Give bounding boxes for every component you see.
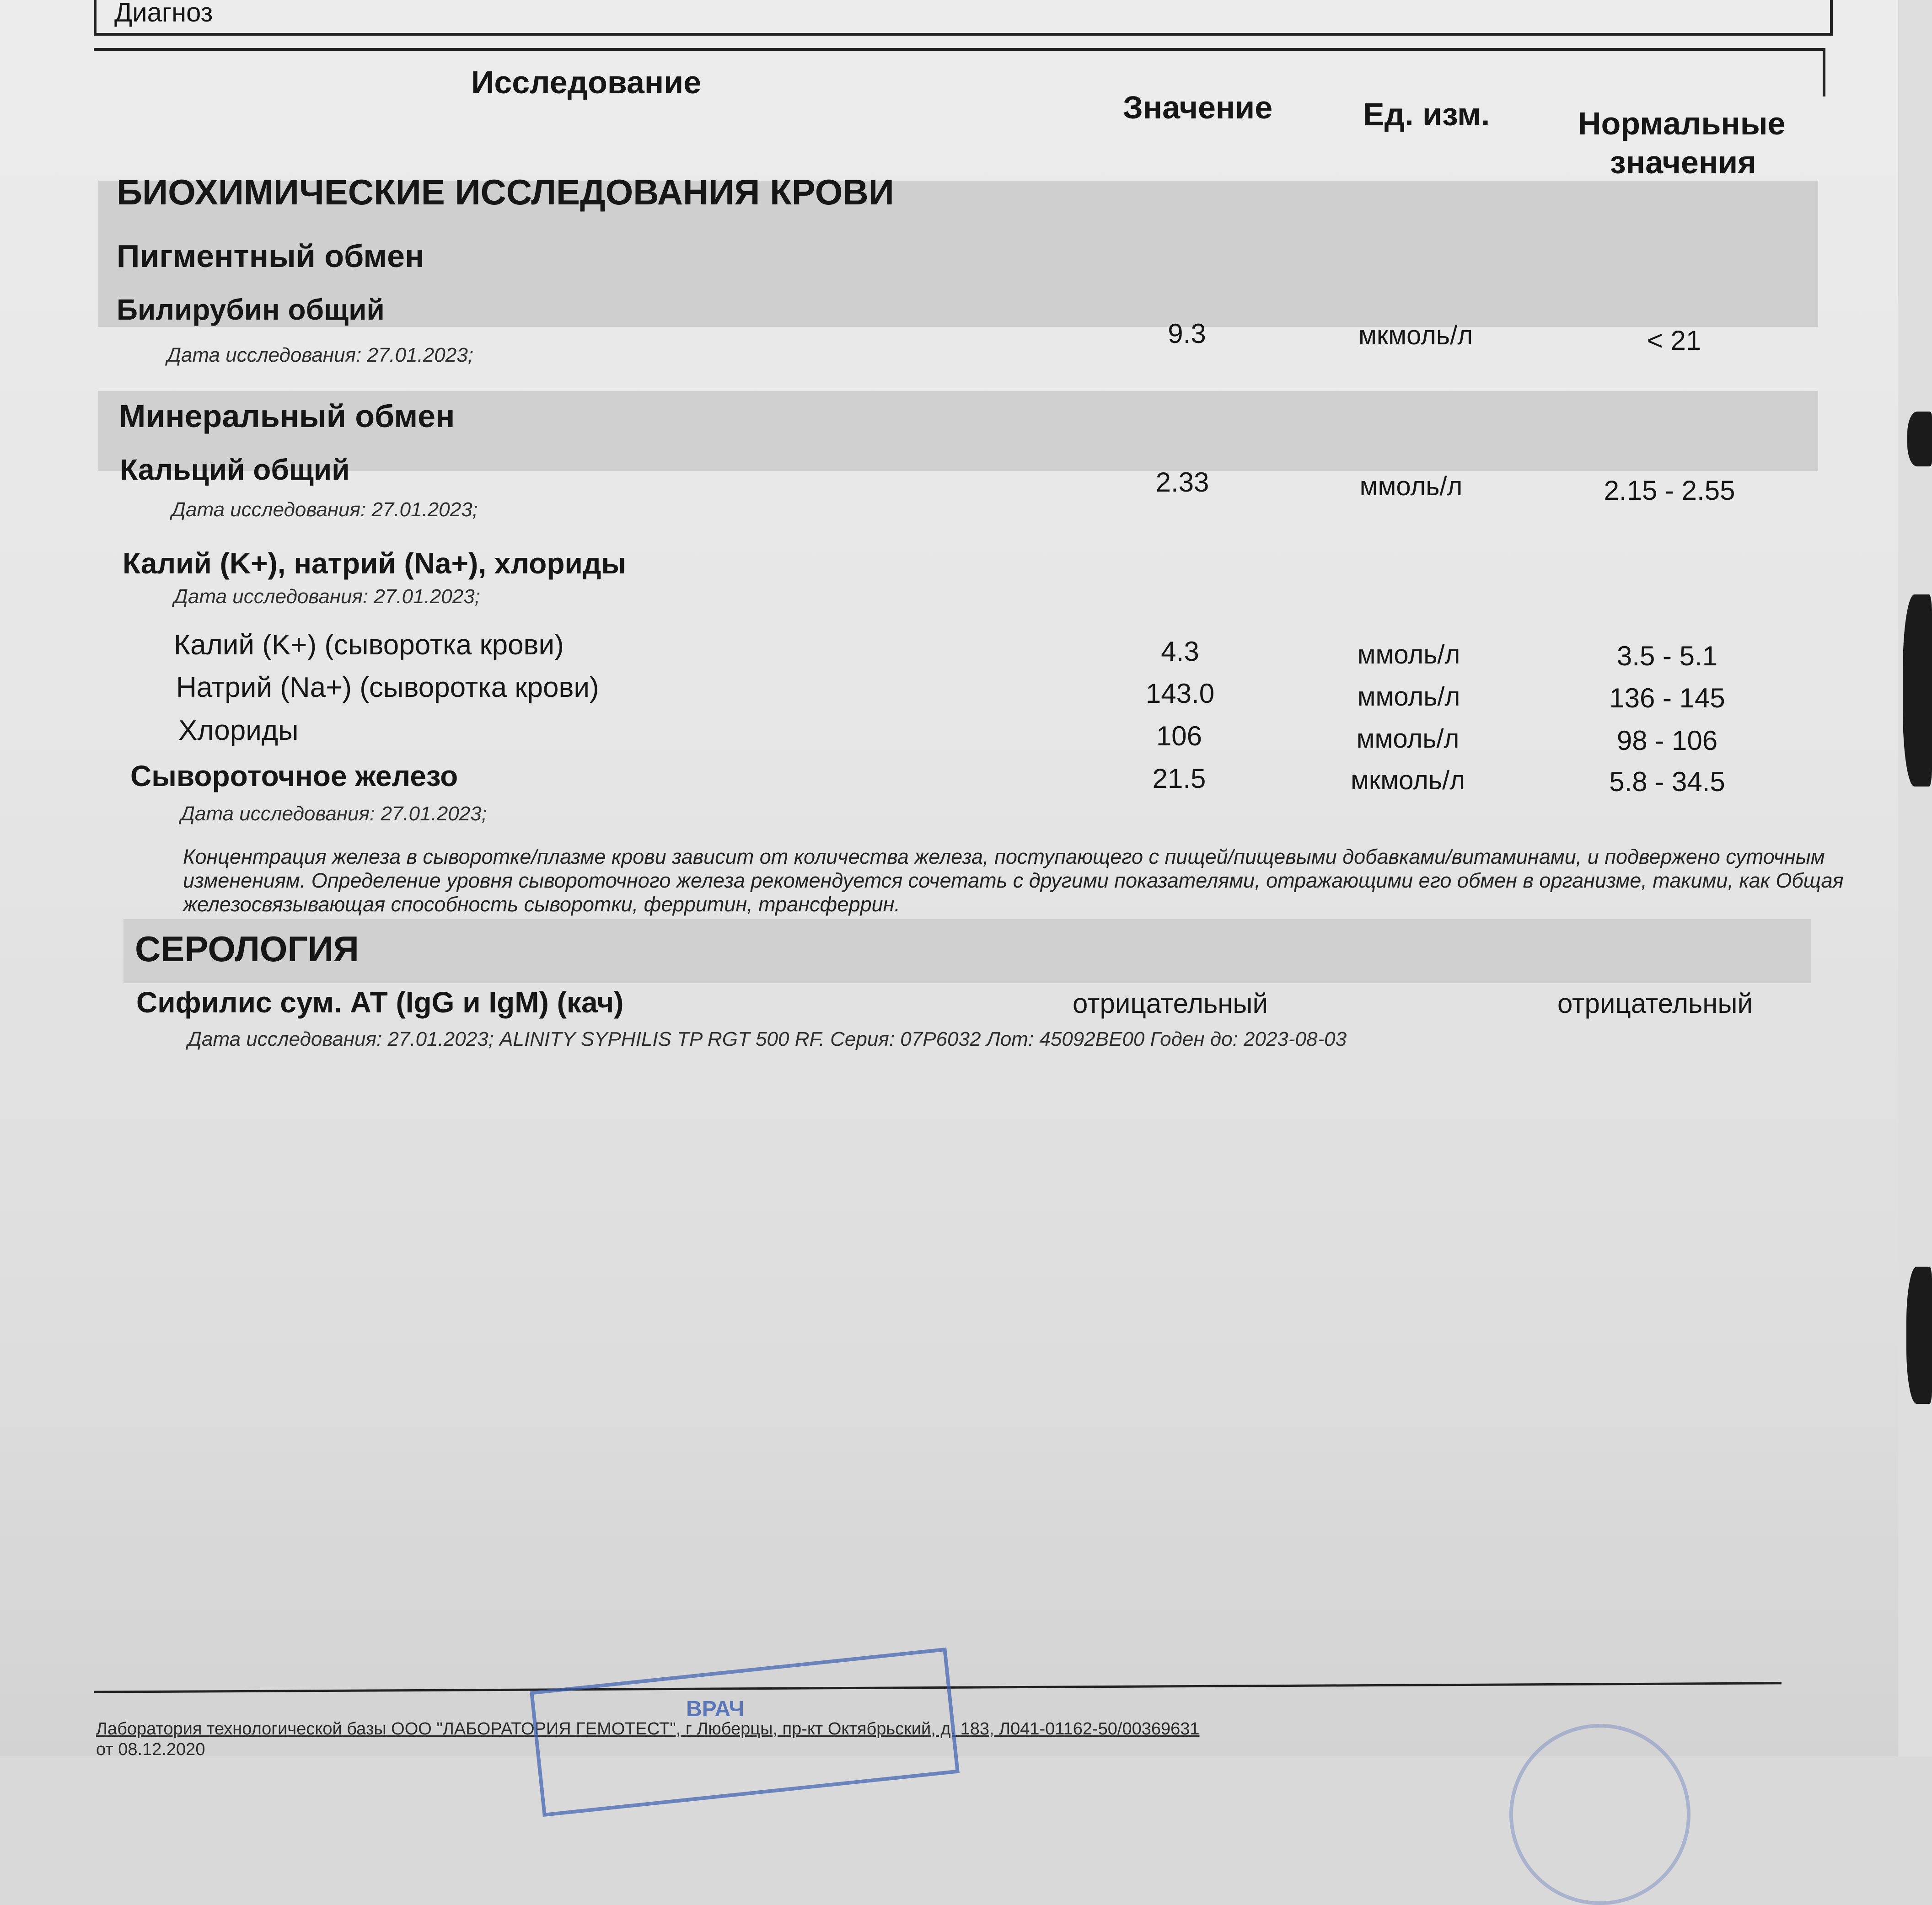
- iron-unit: мкмоль/л: [1350, 765, 1465, 795]
- potassium-name: Калий (K+) (сыворотка крови): [174, 629, 564, 661]
- iron-name: Сывороточное железо: [130, 760, 458, 792]
- iron-value: 21.5: [1152, 763, 1206, 794]
- column-unit: Ед. изм.: [1363, 96, 1490, 132]
- diagnosis-box: [94, 0, 1833, 36]
- syphilis-date: Дата исследования: 27.01.2023; ALINITY SYPHILIS TP RGT 500 RF. Серия: 07P6032 Лот: 45092BE00 Годен до: 2023-08-03: [188, 1028, 1347, 1050]
- potassium-unit: ммоль/л: [1357, 640, 1460, 669]
- potassium-value: 4.3: [1161, 636, 1199, 667]
- chlorides-ref: 98 - 106: [1616, 725, 1718, 756]
- sodium-name: Натрий (Na+) (сыворотка крови): [176, 672, 599, 703]
- bilirubin-unit: мкмоль/л: [1358, 321, 1473, 350]
- electrolytes-date: Дата исследования: 27.01.2023;: [174, 585, 480, 608]
- column-normal-line1: Нормальные: [1578, 106, 1786, 141]
- iron-ref: 5.8 - 34.5: [1609, 766, 1725, 797]
- band-serology: [123, 919, 1811, 983]
- chlorides-name: Хлориды: [178, 715, 299, 746]
- sodium-ref: 136 - 145: [1609, 683, 1725, 713]
- calcium-name: Кальций общий: [120, 453, 350, 486]
- diagnosis-label: Диагноз: [114, 0, 213, 27]
- sodium-value: 143.0: [1145, 678, 1215, 709]
- electrolytes-name: Калий (K+), натрий (Na+), хлориды: [123, 547, 627, 580]
- iron-date: Дата исследования: 27.01.2023;: [181, 803, 487, 825]
- stamp-text: ВРАЧ: [686, 1697, 745, 1721]
- column-normal-line2: значения: [1610, 144, 1756, 180]
- calcium-ref: 2.15 - 2.55: [1604, 475, 1735, 506]
- chlorides-value: 106: [1156, 721, 1202, 751]
- sodium-unit: ммоль/л: [1357, 682, 1460, 712]
- bilirubin-date: Дата исследования: 27.01.2023;: [167, 344, 473, 366]
- syphilis-value: отрицательный: [1073, 988, 1268, 1019]
- group-mineral-title: Минеральный обмен: [119, 398, 455, 434]
- lab-round-stamp: [1509, 1724, 1690, 1905]
- iron-note: Концентрация железа в сыворотке/плазме крови зависит от количества железа, поступающего с пищей/пищевыми добавками/витаминами, и подвержено суточным изменениям. Определение уровня сывороточного железа рекомендуется сочетать с другими показателями, отражающими его обмен в организме, такими, как Общая железосвязывающая способность сыворотки, ферритин, трансферрин.: [183, 845, 1844, 916]
- column-study: Исследование: [471, 64, 702, 100]
- syphilis-name: Сифилис сум. АТ (IgG и IgM) (кач): [136, 986, 624, 1019]
- group-pigment-title: Пигментный обмен: [117, 238, 424, 274]
- syphilis-ref: отрицательный: [1557, 988, 1753, 1019]
- bilirubin-ref: < 21: [1647, 325, 1701, 356]
- header-box: [94, 48, 1825, 96]
- chlorides-unit: ммоль/л: [1356, 724, 1460, 754]
- section-serology-title: СЕРОЛОГИЯ: [135, 929, 359, 969]
- footer-date: от 08.12.2020: [96, 1740, 205, 1759]
- bilirubin-value: 9.3: [1168, 318, 1206, 349]
- calcium-unit: ммоль/л: [1359, 471, 1463, 501]
- calcium-date: Дата исследования: 27.01.2023;: [172, 498, 478, 521]
- calcium-value: 2.33: [1155, 467, 1209, 498]
- footer-lab-info: Лаборатория технологической базы ООО "ЛАБОРАТОРИЯ ГЕМОТЕСТ", г Люберцы, пр-кт Октябрьский, д. 183, Л041-01162-50/00369631: [96, 1719, 1200, 1739]
- column-value: Значение: [1123, 90, 1273, 125]
- bilirubin-name: Билирубин общий: [117, 293, 385, 326]
- potassium-ref: 3.5 - 5.1: [1616, 641, 1718, 671]
- section-biochem-title: БИОХИМИЧЕСКИЕ ИССЛЕДОВАНИЯ КРОВИ: [117, 172, 894, 212]
